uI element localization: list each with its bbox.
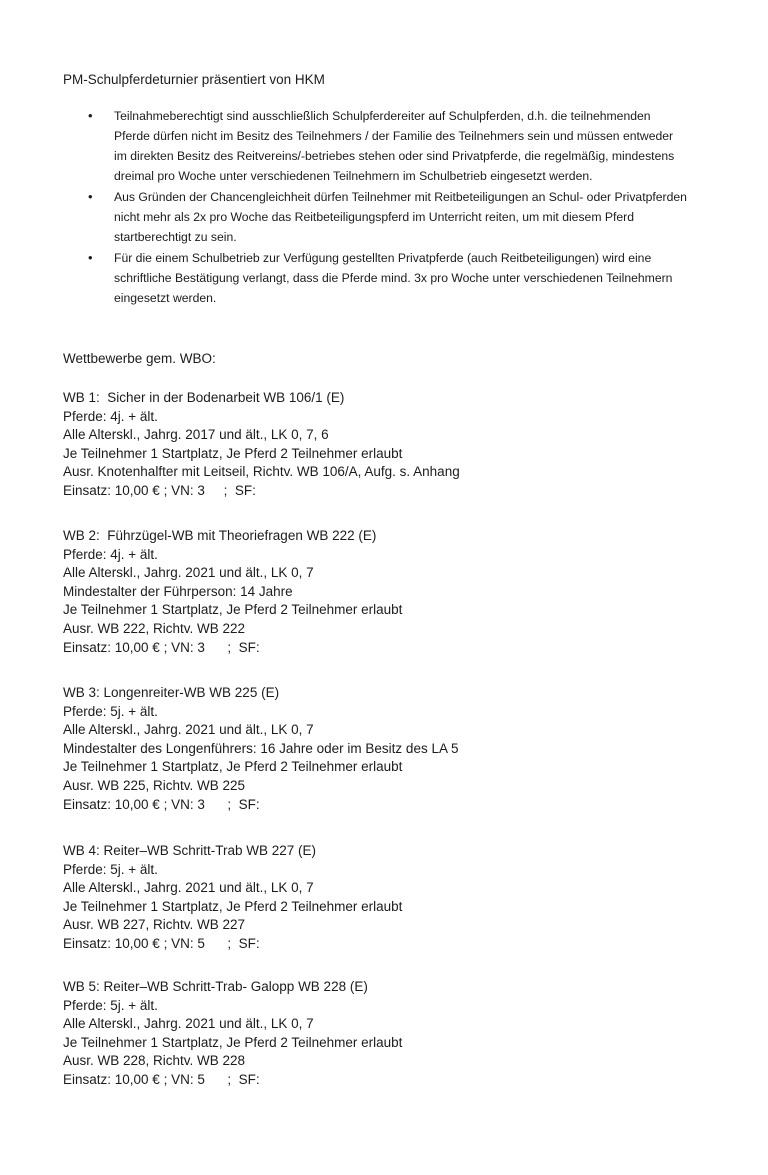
eligibility-rules-list xyxy=(88,106,688,309)
competition-line: Pferde: 4j. + ält. xyxy=(63,546,158,562)
competition-line: Pferde: 5j. + ält. xyxy=(63,861,158,877)
competition-line: Mindestalter der Führperson: 14 Jahre xyxy=(63,583,293,599)
competition-wb2 xyxy=(63,527,683,657)
competition-line: Alle Alterskl., Jahrg. 2021 und ält., LK 0, 7 xyxy=(63,880,314,896)
competition-line: Je Teilnehmer 1 Startplatz, Je Pferd 2 Teilnehmer erlaubt xyxy=(63,1034,403,1050)
competition-line: Mindestalter des Longenführers: 16 Jahre oder im Besitz des LA 5 xyxy=(63,740,459,756)
competition-wb4 xyxy=(63,842,683,954)
competition-line: Ausr. WB 225, Richtv. WB 225 xyxy=(63,777,246,793)
competition-line: Je Teilnehmer 1 Startplatz, Je Pferd 2 Teilnehmer erlaubt xyxy=(63,445,403,461)
competition-title: WB 3: Longenreiter-WB WB 225 (E) xyxy=(63,685,280,700)
competition-title: WB 1: Sicher in der Bodenarbeit WB 106/1 (E) xyxy=(63,390,345,405)
competition-line: Pferde: 5j. + ält. xyxy=(63,703,158,719)
competition-line: Ausr. WB 222, Richtv. WB 222 xyxy=(63,620,246,636)
competition-line: Pferde: 5j. + ält. xyxy=(63,997,158,1013)
competition-line: Ausr. Knotenhalfter mit Leitseil, Richtv. WB 106/A, Aufg. s. Anhang xyxy=(63,464,460,480)
competition-line: Alle Alterskl., Jahrg. 2021 und ält., LK 0, 7 xyxy=(63,722,314,738)
competition-title: WB 5: Reiter–WB Schritt-Trab- Galopp WB 228 (E) xyxy=(63,979,368,994)
competition-line: Alle Alterskl., Jahrg. 2021 und ält., LK 0, 7 xyxy=(63,1016,314,1032)
competitions-heading: Wettbewerbe gem. WBO: xyxy=(63,351,216,366)
competition-line: Alle Alterskl., Jahrg. 2021 und ält., LK 0, 7 xyxy=(63,565,314,581)
competition-line: Einsatz: 10,00 € ; VN: 3 ; SF: xyxy=(63,639,260,655)
competition-line: Je Teilnehmer 1 Startplatz, Je Pferd 2 Teilnehmer erlaubt xyxy=(63,759,403,775)
rule-item: • Für die einem Schulbetrieb zur Verfügung gestellten Privatpferde (auch Reitbeteiligungen) wird eine schriftliche Bestätigung verlangt, dass die Pferde mind. 3x pro Woche unter verschiedenen Teilnehmern eingesetzt werden. xyxy=(88,248,688,308)
competition-line: Ausr. WB 227, Richtv. WB 227 xyxy=(63,917,246,933)
rule-item: • Teilnahmeberechtigt sind ausschließlich Schulpferdereiter auf Schulpferden, d.h. die teilnehmenden Pferde dürfen nicht im Besitz des Teilnehmers / der Familie des Teilnehmers sein und müssen entweder im direkten Besitz des Reitvereins/-betriebes stehen oder sind Privatpferde, die regelmäßig, mindestens dreimal pro Woche unter verschiedenen Teilnehmern im Schulbetrieb eingesetzt werden. xyxy=(88,106,688,186)
competition-line: Ausr. WB 228, Richtv. WB 228 xyxy=(63,1053,246,1069)
competition-line: Alle Alterskl., Jahrg. 2017 und ält., LK 0, 7, 6 xyxy=(63,427,329,443)
competition-title: WB 2: Führzügel-WB mit Theoriefragen WB 222 (E) xyxy=(63,528,377,543)
competition-line: Je Teilnehmer 1 Startplatz, Je Pferd 2 Teilnehmer erlaubt xyxy=(63,602,403,618)
competition-line: Einsatz: 10,00 € ; VN: 5 ; SF: xyxy=(63,1071,260,1087)
competition-wb1 xyxy=(63,389,683,501)
competition-wb3 xyxy=(63,684,683,814)
competition-title: WB 4: Reiter–WB Schritt-Trab WB 227 (E) xyxy=(63,843,317,858)
rule-item: • Aus Gründen der Chancengleichheit dürfen Teilnehmer mit Reitbeteiligungen an Schul- oder Privatpferden nicht mehr als 2x pro Woche das Reitbeteiligungspferd im Unterricht reiten, um mit diesem Pferd startberechtigt zu sein. xyxy=(88,187,688,247)
competition-line: Je Teilnehmer 1 Startplatz, Je Pferd 2 Teilnehmer erlaubt xyxy=(63,898,403,914)
competition-line: Pferde: 4j. + ält. xyxy=(63,408,158,424)
document-title: PM-Schulpferdeturnier präsentiert von HKM xyxy=(63,72,325,87)
competition-line: Einsatz: 10,00 € ; VN: 3 ; SF: xyxy=(63,796,260,812)
competition-line: Einsatz: 10,00 € ; VN: 5 ; SF: xyxy=(63,935,260,951)
competition-wb5 xyxy=(63,978,683,1090)
competition-line: Einsatz: 10,00 € ; VN: 3 ; SF: xyxy=(63,482,256,498)
